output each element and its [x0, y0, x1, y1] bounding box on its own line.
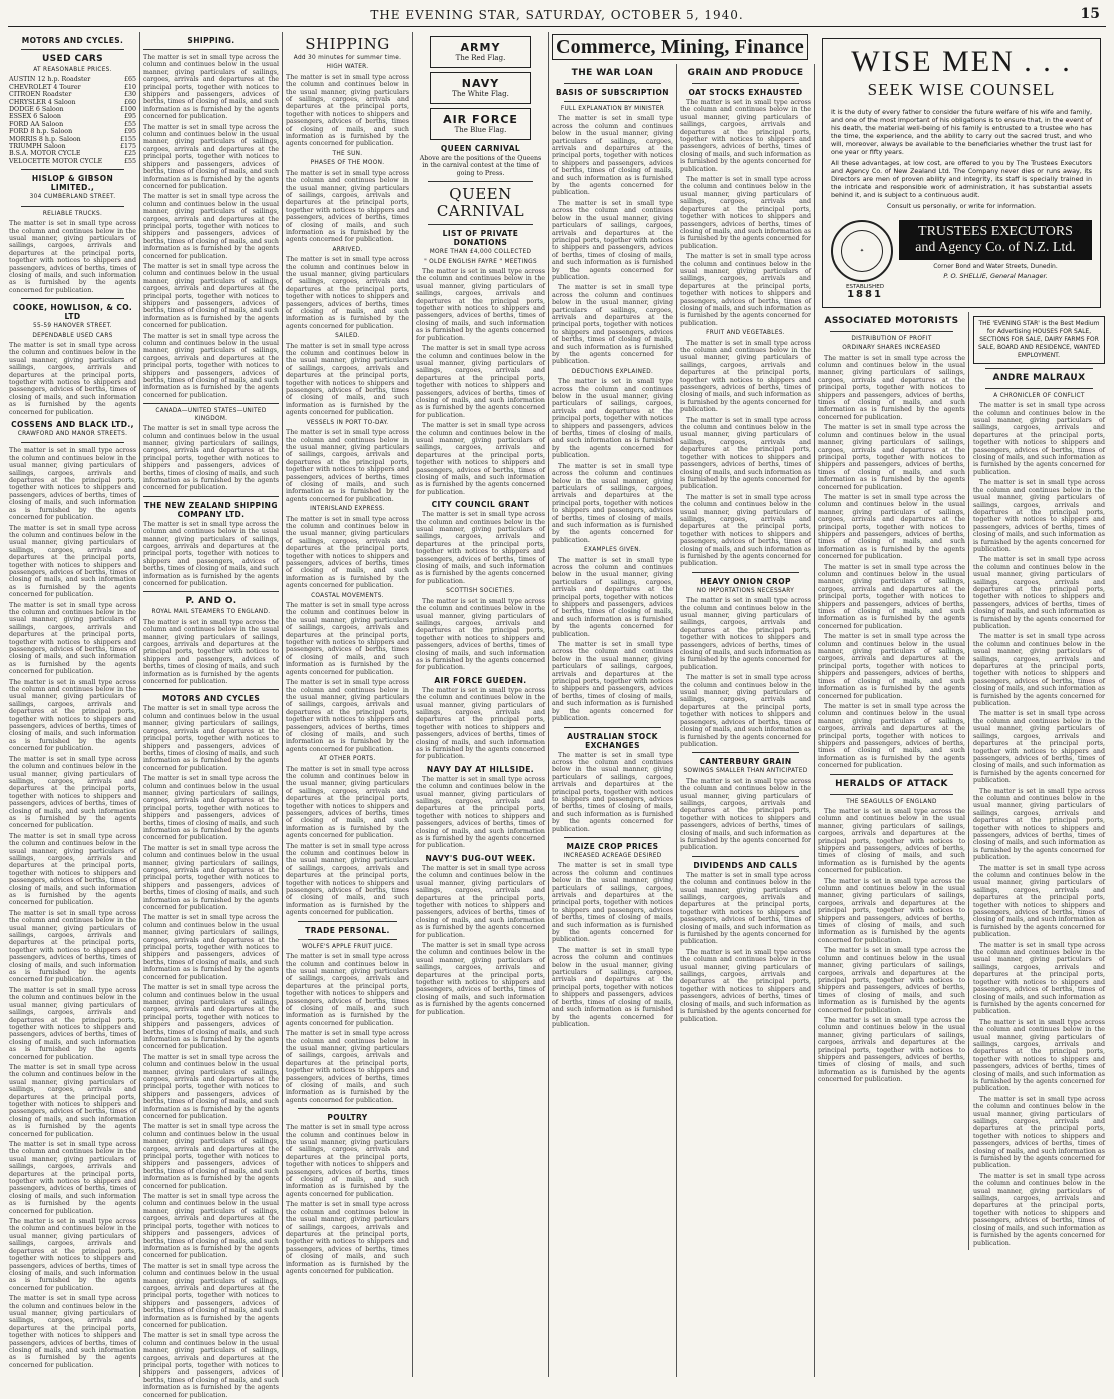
car-price: £95 — [123, 128, 136, 136]
col7-right-text-11: The matter is set in small type across the column and continues below in the usual manner, giving particulars of sailings, cargoes, arrivals and departures at the principal ports, together with notices to shippers and passengers, advices of berths, times of closing of mails, and such information as is furnished by the agents concerned for publication. — [973, 1172, 1105, 1247]
col7-left-text-4: The matter is set in small type across the column and continues below in the usual manner, giving particulars of sailings, cargoes, arrivals and departures at the principal ports, together with notices to shippers and passengers, advices of berths, times of closing of mails, and such information as is furnished by the agents concerned for publication. — [818, 563, 965, 630]
car-row — [9, 76, 136, 83]
maize-sub: INCREASED ACREAGE DESIRED — [563, 852, 662, 859]
army-box — [430, 36, 531, 68]
col6-text-11: The matter is set in small type across the column and continues below in the usual manner, giving particulars of sailings, cargoes, arrivals and departures at the principal ports, together with notices to shippers and passengers, advices of berths, times of closing of mails, and such information as is furnished by the agents concerned for publication. — [680, 948, 811, 1023]
col3-text-2: The matter is set in small type across the column and continues below in the usual manner, giving particulars of sailings, cargoes, arrivals and departures at the principal ports, together with notices to shippers and passengers, advices of berths, times of closing of mails, and such information as is furnished by the agents concerned for publication. — [286, 169, 409, 244]
col2-text-5: The matter is set in small type across the column and continues below in the usual manner, giving particulars of sailings, cargoes, arrivals and departures at the principal ports, together with notices to shippers and passengers, advices of berths, times of closing of mails, and such information as is furnished by the agents concerned for publication. — [143, 332, 279, 399]
car-row — [9, 121, 136, 128]
car-name: CHRYSLER 4 Saloon — [9, 98, 76, 106]
col6-text-8: The matter is set in small type across the column and continues below in the usual manner, giving particulars of sailings, cargoes, arrivals and departures at the principal ports, together with notices to shippers and passengers, advices of berths, times of closing of mails, and such information as is furnished by the agents concerned for publication. — [680, 674, 811, 748]
canada-heading: CANADA—UNITED STATES—UNITED KINGDOM. — [155, 408, 267, 422]
established-label: ESTABLISHED — [845, 284, 885, 290]
moon-heading: PHASES OF THE MOON. — [310, 160, 385, 167]
col5-text-2: The matter is set in small type across the column and continues below in the usual manner, giving particulars of sailings, cargoes, arrivals and departures at the principal ports, together with notices to shippers and passengers, advices of berths, times of closing of mails, and such information as is furnished by the agents concerned for publication. — [552, 199, 673, 281]
war-loan-heading: THE WAR LOAN — [571, 68, 654, 78]
col7-left-text-1: The matter is set in small type across the column and continues below in the usual manner, giving particulars of sailings, cargoes, arrivals and departures at the principal ports, together with notices to shippers and passengers, advices of berths, times of closing of mails, and such information as is furnished by the agents concerned for publication. — [818, 354, 965, 421]
trustees-manager: P. O. SHELLIE, General Manager. — [943, 272, 1048, 281]
car-price: £60 — [123, 98, 136, 106]
established-year: 1881 — [847, 289, 883, 301]
dealer-cossens-address: CRAWFORD AND MANOR STREETS. — [17, 431, 128, 438]
column-right — [815, 32, 1108, 1377]
donations-heading: LIST OF PRIVATE DONATIONS — [442, 229, 519, 248]
wise-men-title: WISE MEN . . . — [851, 45, 1072, 78]
stock-exchanges-heading: AUSTRALIAN STOCK EXCHANGES — [567, 731, 658, 750]
col3-text-5: The matter is set in small type across the column and continues below in the usual manner, giving particulars of sailings, cargoes, arrivals and departures at the principal ports, together with notices to shippers and passengers, advices of berths, times of closing of mails, and such information as is furnished by the agents concerned for publication. — [286, 429, 409, 503]
deductions-heading: DEDUCTIONS EXPLAINED. — [571, 368, 654, 375]
col6-text-5: The matter is set in small type across the column and continues below in the usual manner, giving particulars of sailings, cargoes, arrivals and departures at the principal ports, together with notices to shippers and passengers, advices of berths, times of closing of mails, and such information as is furnished by the agents concerned for publication. — [680, 416, 811, 491]
motors-cycles-heading: MOTORS AND CYCLES — [161, 694, 261, 704]
car-row — [9, 84, 136, 91]
dugout-heading: NAVY'S DUG-OUT WEEK. — [425, 853, 536, 863]
olde-english-heading: " OLDE ENGLISH FAYRE " MEETINGS — [424, 258, 537, 265]
carnival-caption: Above are the positions of the Queens in the carnival contest at the time of going to Press. — [419, 155, 542, 177]
car-price: £95 — [123, 113, 136, 121]
used-cars-sub: AT REASONABLE PRICES. — [33, 67, 112, 73]
col5-text-1: The matter is set in small type across the column and continues below in the usual manner, giving particulars of sailings, cargoes, arrivals and departures at the principal ports, together with notices to shippers and passengers, advices of berths, times of closing of mails, and such information as is furnished by the agents concerned for publication. — [552, 115, 673, 197]
col2-text-9: The matter is set in small type across the column and continues below in the usual manner, giving particulars of sailings, cargoes, arrivals and departures at the principal ports, together with notices to shippers and passengers, advices of berths, times of closing of mails, and such information as is furnished by the agents concerned for publication. — [143, 705, 279, 772]
col3-text-11: The matter is set in small type across the column and continues below in the usual manner, giving particulars of sailings, cargoes, arrivals and departures at the principal ports, together with notices to shippers and passengers, advices of berths, times of closing of mails, and such information as is furnished by the agents concerned for publication. — [286, 953, 409, 1027]
column-motors — [6, 32, 140, 1377]
motors-heading: MOTORS AND CYCLES. — [21, 36, 124, 45]
col1-text-14: The matter is set in small type across the column and continues below in the usual manner, giving particulars of sailings, cargoes, arrivals and departures at the principal ports, together with notices to shippers and passengers, advices of berths, times of closing of mails, and such information as is furnished by the agents concerned for publication. — [9, 1295, 136, 1369]
scottish-heading: SCOTTISH SOCIETIES. — [446, 588, 515, 595]
col4-text-5: The matter is set in small type across the column and continues below in the usual manner, giving particulars of sailings, cargoes, arrivals and departures at the principal ports, together with notices to shippers and passengers, advices of berths, times of closing of mails, and such information as is furnished by the agents concerned for publication. — [416, 597, 545, 672]
wise-men-subtitle: SEEK WISE COUNSEL — [867, 80, 1056, 99]
car-row — [9, 150, 136, 157]
coastal-heading: COASTAL MOVEMENTS. — [311, 592, 384, 599]
col6-text-4: The matter is set in small type across the column and continues below in the usual manner, giving particulars of sailings, cargoes, arrivals and departures at the principal ports, together with notices to shippers and passengers, advices of berths, times of closing of mails, and such information as is furnished by the agents concerned for publication. — [680, 339, 811, 414]
basis-heading: BASIS OF SUBSCRIPTION — [556, 88, 669, 97]
col4-text-2: The matter is set in small type across the column and continues below in the usual manner, giving particulars of sailings, cargoes, arrivals and departures at the principal ports, together with notices to shippers and passengers, advices of berths, times of closing of mails, and such information as is furnished by the agents concerned for publication. — [416, 345, 545, 419]
nz-shipping-heading: THE NEW ZEALAND SHIPPING COMPANY LTD. — [144, 500, 278, 519]
col4-text-7: The matter is set in small type across the column and continues below in the usual manner, giving particulars of sailings, cargoes, arrivals and departures at the principal ports, together with notices to shippers and passengers, advices of berths, times of closing of mails, and such information as is furnished by the agents concerned for publication. — [416, 775, 545, 850]
col1-text-1: The matter is set in small type across the column and continues below in the usual manner, giving particulars of sailings, cargoes, arrivals and departures at the principal ports, together with notices to shippers and passengers, advices of berths, times of closing of mails, and such information as is furnished by the agents concerned for publication. — [9, 220, 136, 294]
col2-text-6: The matter is set in small type across the column and continues below in the usual manner, giving particulars of sailings, cargoes, arrivals and departures at the principal ports, together with notices to shippers and passengers, advices of berths, times of closing of mails, and such information as is furnished by the agents concerned for publication. — [143, 425, 279, 492]
motorists-heading: ASSOCIATED MOTORISTS — [824, 315, 959, 326]
trustees-name-2: and Agency Co. of N.Z. Ltd. — [915, 240, 1076, 255]
interisland-heading: INTERISLAND EXPRESS. — [310, 506, 385, 513]
col7-left-text-6: The matter is set in small type across the column and continues below in the usual manner, giving particulars of sailings, cargoes, arrivals and departures at the principal ports, together with notices to shippers and passengers, advices of berths, times of closing of mails, and such information as is furnished by the agents concerned for publication. — [818, 702, 965, 770]
motorists-sub-1: DISTRIBUTION OF PROFIT — [851, 335, 932, 342]
col5-text-9: The matter is set in small type across the column and continues below in the usual manner, giving particulars of sailings, cargoes, arrivals and departures at the principal ports, together with notices to shippers and passengers, advices of berths, times of closing of mails, and such information as is furnished by the agents concerned for publication. — [552, 862, 673, 944]
reliable-trucks: RELIABLE TRUCKS. — [42, 210, 103, 217]
col7-left-text-9: The matter is set in small type across the column and continues below in the usual manner, giving particulars of sailings, cargoes, arrivals and departures at the principal ports, together with notices to shippers and passengers, advices of berths, times of closing of mails, and such information as is furnished by the agents concerned for publication. — [818, 947, 965, 1014]
grain-heading: GRAIN AND PRODUCE — [687, 68, 804, 78]
col6-text-7: The matter is set in small type across the column and continues below in the usual manner, giving particulars of sailings, cargoes, arrivals and departures at the principal ports, together with notices to shippers and passengers, advices of berths, times of closing of mails, and such information as is furnished by the agents concerned for publication. — [680, 597, 811, 671]
col4-text-9: The matter is set in small type across the column and continues below in the usual manner, giving particulars of sailings, cargoes, arrivals and departures at the principal ports, together with notices to shippers and passengers, advices of berths, times of closing of mails, and such information as is furnished by the agents concerned for publication. — [416, 941, 545, 1016]
col4-text-8: The matter is set in small type across the column and continues below in the usual manner, giving particulars of sailings, cargoes, arrivals and departures at the principal ports, together with notices to shippers and passengers, advices of berths, times of closing of mails, and such information as is furnished by the agents concerned for publication. — [416, 864, 545, 939]
car-row — [9, 128, 136, 135]
column-shipping-ads — [140, 32, 283, 1399]
army-label: ARMY — [460, 41, 501, 54]
explanation-heading: FULL EXPLANATION BY MINISTER — [560, 106, 665, 112]
col3-text-6: The matter is set in small type across the column and continues below in the usual manner, giving particulars of sailings, cargoes, arrivals and departures at the principal ports, together with notices to shippers and passengers, advices of berths, times of closing of mails, and such information as is furnished by the agents concerned for publication. — [286, 515, 409, 590]
trustees-name: TRUSTEES EXECUTORS — [918, 224, 1073, 239]
po-heading: P. AND O. — [185, 596, 237, 607]
col1-text-5: The matter is set in small type across the column and continues below in the usual manner, giving particulars of sailings, cargoes, arrivals and departures at the principal ports, together with notices to shippers and passengers, advices of berths, times of closing of mails, and such information as is furnished by the agents concerned for publication. — [9, 601, 136, 676]
col3-text-8: The matter is set in small type across the column and continues below in the usual manner, giving particulars of sailings, cargoes, arrivals and departures at the principal ports, together with notices to shippers and passengers, advices of berths, times of closing of mails, and such information as is furnished by the agents concerned for publication. — [286, 679, 409, 753]
oat-stocks-heading: OAT STOCKS EXHAUSTED — [688, 88, 803, 97]
masthead — [8, 6, 1106, 27]
used-cars-heading: USED CARS — [41, 54, 104, 64]
col1-text-6: The matter is set in small type across the column and continues below in the usual manner, giving particulars of sailings, cargoes, arrivals and departures at the principal ports, together with notices to shippers and passengers, advices of berths, times of closing of mails, and such information as is furnished by the agents concerned for publication. — [9, 678, 136, 753]
col3-text-4: The matter is set in small type across the column and continues below in the usual manner, giving particulars of sailings, cargoes, arrivals and departures at the principal ports, together with notices to shippers and passengers, advices of berths, times of closing of mails, and such information as is furnished by the agents concerned for publication. — [286, 342, 409, 417]
dealer-hislop: HISLOP & GIBSON LIMITED., — [31, 174, 114, 193]
shipping-news-heading: SHIPPING — [305, 35, 390, 53]
car-name: B.S.A. MOTOR CYCLE — [9, 150, 81, 158]
high-water-heading: HIGH WATER. — [326, 64, 369, 71]
col5-text-8: The matter is set in small type across the column and continues below in the usual manner, giving particulars of sailings, cargoes, arrivals and departures at the principal ports, together with notices to shippers and passengers, advices of berths, times of closing of mails, and such information as is furnished by the agents concerned for publication. — [552, 751, 673, 833]
dealer-hislop-address: 304 CUMBERLAND STREET. — [29, 194, 116, 201]
col5-text-6: The matter is set in small type across the column and continues below in the usual manner, giving particulars of sailings, cargoes, arrivals and departures at the principal ports, together with notices to shippers and passengers, advices of berths, times of closing of mails, and such information as is furnished by the agents concerned for publication. — [552, 556, 673, 638]
col7-right-text-5: The matter is set in small type across the column and continues below in the usual manner, giving particulars of sailings, cargoes, arrivals and departures at the principal ports, together with notices to shippers and passengers, advices of berths, times of closing of mails, and such information as is furnished by the agents concerned for publication. — [973, 710, 1105, 785]
col4-text-3: The matter is set in small type across the column and continues below in the usual manner, giving particulars of sailings, cargoes, arrivals and departures at the principal ports, together with notices to shippers and passengers, advices of berths, times of closing of mails, and such information as is furnished by the agents concerned for publication. — [416, 422, 545, 496]
col7-right-text-7: The matter is set in small type across the column and continues below in the usual manner, giving particulars of sailings, cargoes, arrivals and departures at the principal ports, together with notices to shippers and passengers, advices of berths, times of closing of mails, and such information as is furnished by the agents concerned for publication. — [973, 864, 1105, 939]
dealer-cossens: COSSENS AND BLACK LTD., — [11, 420, 134, 430]
col5-text-4: The matter is set in small type across the column and continues below in the usual manner, giving particulars of sailings, cargoes, arrivals and departures at the principal ports, together with notices to shippers and passengers, advices of berths, times of closing of mails, and such information as is furnished by the agents concerned for publication. — [552, 378, 673, 460]
malraux-heading: ANDRE MALRAUX — [992, 372, 1086, 383]
car-name: MORRIS 8 h.p. Saloon — [9, 135, 81, 143]
col2-text-8: The matter is set in small type across the column and continues below in the usual manner, giving particulars of sailings, cargoes, arrivals and departures at the principal ports, together with notices to shippers and passengers, advices of berths, times of closing of mails, and such information as is furnished by the agents concerned for publication. — [143, 618, 279, 686]
car-price: £55 — [123, 157, 136, 165]
car-name: FORD 8 h.p. Saloon — [9, 128, 73, 136]
trustees-logo — [899, 220, 1092, 260]
seal-block — [831, 220, 899, 299]
car-name: FORD AA Saloon — [9, 120, 64, 128]
shipping-heading: SHIPPING. — [187, 36, 235, 45]
dealer-cooke-address: 55-59 HANOVER STREET. — [33, 323, 112, 330]
air-force-label: AIR FORCE — [443, 113, 518, 126]
col6-text-2: The matter is set in small type across the column and continues below in the usual manner, giving particulars of sailings, cargoes, arrivals and departures at the principal ports, together with notices to shippers and passengers, advices of berths, times of closing of mails, and such information as is furnished by the agents concerned for publication. — [680, 176, 811, 250]
car-row — [9, 99, 136, 106]
col3-text-10: The matter is set in small type across the column and continues below in the usual manner, giving particulars of sailings, cargoes, arrivals and departures at the principal ports, together with notices to shippers and passengers, advices of berths, times of closing of mails, and such information as is furnished by the agents concerned for publication. — [286, 842, 409, 917]
onion-heading: HEAVY ONION CROP — [700, 576, 791, 586]
arrived-heading: ARRIVED. — [332, 246, 363, 253]
wise-men-ad — [822, 38, 1101, 308]
dealer-cooke: COOKE, HOWLISON, & CO. LTD — [12, 303, 133, 322]
air-force-box — [430, 108, 531, 140]
car-price: £65 — [123, 76, 136, 84]
col5-text-10: The matter is set in small type across the column and continues below in the usual manner, giving particulars of sailings, cargoes, arrivals and departures at the principal ports, together with notices to shippers and passengers, advices of berths, times of closing of mails, and such information as is furnished by the agents concerned for publication. — [552, 946, 673, 1028]
car-row — [9, 91, 136, 98]
car-price: £10 — [123, 83, 136, 91]
car-row — [9, 136, 136, 143]
col6-text-6: The matter is set in small type across the column and continues below in the usual manner, giving particulars of sailings, cargoes, arrivals and departures at the principal ports, together with notices to shippers and passengers, advices of berths, times of closing of mails, and such information as is furnished by the agents concerned for publication. — [680, 493, 811, 568]
column-war-loan — [549, 64, 677, 1377]
col7-right-text-2: The matter is set in small type across the column and continues below in the usual manner, giving particulars of sailings, cargoes, arrivals and departures at the principal ports, together with notices to shippers and passengers, advices of berths, times of closing of mails, and such information as is furnished by the agents concerned for publication. — [973, 479, 1105, 553]
col7-right-text-3: The matter is set in small type across the column and continues below in the usual manner, giving particulars of sailings, cargoes, arrivals and departures at the principal ports, together with notices to shippers and passengers, advices of berths, times of closing of mails, and such information as is furnished by the agents concerned for publication. — [973, 556, 1105, 630]
canterbury-sub: SOWINGS SMALLER THAN ANTICIPATED — [683, 768, 808, 775]
malraux-sub: A CHRONICLER OF CONFLICT — [993, 392, 1085, 399]
col3-text-13: The matter is set in small type across the column and continues below in the usual manner, giving particulars of sailings, cargoes, arrivals and departures at the principal ports, together with notices to shippers and passengers, advices of berths, times of closing of mails, and such information as is furnished by the agents concerned for publication. — [286, 1124, 409, 1198]
col5-text-7: The matter is set in small type across the column and continues below in the usual manner, giving particulars of sailings, cargoes, arrivals and departures at the principal ports, together with notices to shippers and passengers, advices of berths, times of closing of mails, and such information as is furnished by the agents concerned for publication. — [552, 641, 673, 723]
col7-right-text-9: The matter is set in small type across the column and continues below in the usual manner, giving particulars of sailings, cargoes, arrivals and departures at the principal ports, together with notices to shippers and passengers, advices of berths, times of closing of mails, and such information as is furnished by the agents concerned for publication. — [973, 1018, 1105, 1093]
column-carnival — [413, 32, 549, 1377]
col3-text-14: The matter is set in small type across the column and continues below in the usual manner, giving particulars of sailings, cargoes, arrivals and departures at the principal ports, together with notices to shippers and passengers, advices of berths, times of closing of mails, and such information as is furnished by the agents concerned for publication. — [286, 1201, 409, 1275]
poultry-heading: POULTRY — [327, 1113, 368, 1123]
masthead-title: THE EVENING STAR, SATURDAY, OCTOBER 5, 1940. — [370, 8, 744, 22]
col7-left-text-7: The matter is set in small type across the column and continues below in the usual manner, giving particulars of sailings, cargoes, arrivals and departures at the principal ports, together with notices to shippers and passengers, advices of berths, times of closing of mails, and such information as is furnished by the agents concerned for publication. — [818, 807, 965, 875]
car-price: £155 — [119, 135, 136, 143]
car-price: £30 — [123, 91, 136, 99]
canterbury-heading: CANTERBURY GRAIN — [699, 757, 792, 767]
col7-right-text-1: The matter is set in small type across the column and continues below in the usual manner, giving particulars of sailings, cargoes, arrivals and departures at the principal ports, together with notices to shippers and passengers, advices of berths, times of closing of mails, and such information as is furnished by the agents concerned for publication. — [973, 402, 1105, 476]
page-number: 15 — [1080, 6, 1100, 22]
col5-text-5: The matter is set in small type across the column and continues below in the usual manner, giving particulars of sailings, cargoes, arrivals and departures at the principal ports, together with notices to shippers and passengers, advices of berths, times of closing of mails, and such information as is furnished by the agents concerned for publication. — [552, 462, 673, 544]
col4-text-4: The matter is set in small type across the column and continues below in the usual manner, giving particulars of sailings, cargoes, arrivals and departures at the principal ports, together with notices to shippers and passengers, advices of berths, times of closing of mails, and such information as is furnished by the agents concerned for publication. — [416, 511, 545, 585]
heralds-heading: HERALDS OF ATTACK — [835, 778, 948, 789]
wolfe-heading: WOLFE'S APPLE FRUIT JUICE. — [301, 943, 394, 950]
car-row — [9, 143, 136, 150]
car-list — [9, 76, 136, 165]
col2-text-16: The matter is set in small type across the column and continues below in the usual manner, giving particulars of sailings, cargoes, arrivals and departures at the principal ports, together with notices to shippers and passengers, advices of berths, times of closing of mails, and such information as is furnished by the agents concerned for publication. — [143, 1193, 279, 1260]
car-name: VELOCETTE MOTOR CYCLE — [9, 157, 103, 165]
col7-right-text-4: The matter is set in small type across the column and continues below in the usual manner, giving particulars of sailings, cargoes, arrivals and departures at the principal ports, together with notices to shippers and passengers, advices of berths, times of closing of mails, and such information as is furnished by the agents concerned for publication. — [973, 633, 1105, 708]
navy-label: NAVY — [461, 77, 500, 90]
col1-text-2: The matter is set in small type across the column and continues below in the usual manner, giving particulars of sailings, cargoes, arrivals and departures at the principal ports, together with notices to shippers and passengers, advices of berths, times of closing of mails, and such information as is furnished by the agents concerned for publication. — [9, 341, 136, 416]
column-shipping-news — [283, 32, 413, 1377]
car-price: £55 — [123, 120, 136, 128]
carnival-caption-heading: QUEEN CARNIVAL — [440, 144, 521, 153]
col5-text-3: The matter is set in small type across the column and continues below in the usual manner, giving particulars of sailings, cargoes, arrivals and departures at the principal ports, together with notices to shippers and passengers, advices of berths, times of closing of mails, and such information as is furnished by the agents concerned for publication. — [552, 284, 673, 366]
summer-time-note: Add 30 minutes for summer time. — [293, 55, 402, 61]
col2-text-18: The matter is set in small type across the column and continues below in the usual manner, giving particulars of sailings, cargoes, arrivals and departures at the principal ports, together with notices to shippers and passengers, advices of berths, times of closing of mails, and such information as is furnished by the agents concerned for publication. — [143, 1332, 279, 1399]
col2-text-17: The matter is set in small type across the column and continues below in the usual manner, giving particulars of sailings, cargoes, arrivals and departures at the principal ports, together with notices to shippers and passengers, advices of berths, times of closing of mails, and such information as is furnished by the agents concerned for publication. — [143, 1262, 279, 1329]
dependable-cars: DEPENDABLE USED CARS — [32, 332, 113, 339]
col7-left-text-10: The matter is set in small type across the column and continues below in the usual manner, giving particulars of sailings, cargoes, arrivals and departures at the principal ports, together with notices to shippers and passengers, advices of berths, times of closing of mails, and such information as is furnished by the agents concerned for publication. — [818, 1016, 965, 1084]
port-heading: VESSELS IN PORT TO-DAY. — [306, 419, 389, 426]
air-force-garden-heading: AIR FORCE GUEDEN. — [434, 675, 527, 685]
col6-text-9: The matter is set in small type across the column and continues below in the usual manner, giving particulars of sailings, cargoes, arrivals and departures at the principal ports, together with notices to shippers and passengers, advices of berths, times of closing of mails, and such information as is furnished by the agents concerned for publication. — [680, 777, 811, 852]
sailed-heading: SAILED. — [335, 333, 360, 340]
hillside-heading: NAVY DAY AT HILLSIDE. — [426, 764, 535, 774]
col2-text-12: The matter is set in small type across the column and continues below in the usual manner, giving particulars of sailings, cargoes, arrivals and departures at the principal ports, together with notices to shippers and passengers, advices of berths, times of closing of mails, and such information as is furnished by the agents concerned for publication. — [143, 914, 279, 981]
examples-heading: EXAMPLES GIVEN. — [583, 547, 642, 554]
col7-left-text-5: The matter is set in small type across the column and continues below in the usual manner, giving particulars of sailings, cargoes, arrivals and departures at the principal ports, together with notices to shippers and passengers, advices of berths, times of closing of mails, and such information as is furnished by the agents concerned for publication. — [818, 633, 965, 700]
company-seal-icon: ✦ — [831, 220, 893, 282]
car-name: DODGE 6 Saloon — [9, 106, 64, 114]
col7-right-text-8: The matter is set in small type across the column and continues below in the usual manner, giving particulars of sailings, cargoes, arrivals and departures at the principal ports, together with notices to shippers and passengers, advices of berths, times of closing of mails, and such information as is furnished by the agents concerned for publication. — [973, 941, 1105, 1016]
col1-text-10: The matter is set in small type across the column and continues below in the usual manner, giving particulars of sailings, cargoes, arrivals and departures at the principal ports, together with notices to shippers and passengers, advices of berths, times of closing of mails, and such information as is furnished by the agents concerned for publication. — [9, 986, 136, 1061]
other-ports-heading: AT OTHER PORTS. — [319, 756, 376, 763]
car-price: £25 — [123, 150, 136, 158]
onion-sub: NO IMPORTATIONS NECESSARY — [696, 587, 795, 594]
col2-text-7: The matter is set in small type across the column and continues below in the usual manner, giving particulars of sailings, cargoes, arrivals and departures at the principal ports, together with notices to shippers and passengers, advices of berths, times of closing of mails, and such information as is furnished by the agents concerned for publication. — [143, 520, 279, 587]
col2-text-1: The matter is set in small type across the column and continues below in the usual manner, giving particulars of sailings, cargoes, arrivals and departures at the principal ports, together with notices to shippers and passengers, advices of berths, times of closing of mails, and such information as is furnished by the agents concerned for publication. — [143, 54, 279, 121]
col7-left-text-3: The matter is set in small type across the column and continues below in the usual manner, giving particulars of sailings, cargoes, arrivals and departures at the principal ports, together with notices to shippers and passengers, advices of berths, times of closing of mails, and such information as is furnished by the agents concerned for publication. — [818, 493, 965, 561]
col1-text-8: The matter is set in small type across the column and continues below in the usual manner, giving particulars of sailings, cargoes, arrivals and departures at the principal ports, together with notices to shippers and passengers, advices of berths, times of closing of mails, and such information as is furnished by the agents concerned for publication. — [9, 832, 136, 907]
col1-text-3: The matter is set in small type across the column and continues below in the usual manner, giving particulars of sailings, cargoes, arrivals and departures at the principal ports, together with notices to shippers and passengers, advices of berths, times of closing of mails, and such information as is furnished by the agents concerned for publication. — [9, 447, 136, 522]
car-name: TRIUMPH Saloon — [9, 143, 66, 151]
col2-text-13: The matter is set in small type across the column and continues below in the usual manner, giving particulars of sailings, cargoes, arrivals and departures at the principal ports, together with notices to shippers and passengers, advices of berths, times of closing of mails, and such information as is furnished by the agents concerned for publication. — [143, 984, 279, 1051]
col1-text-7: The matter is set in small type across the column and continues below in the usual manner, giving particulars of sailings, cargoes, arrivals and departures at the principal ports, together with notices to shippers and passengers, advices of berths, times of closing of mails, and such information as is furnished by the agents concerned for publication. — [9, 755, 136, 830]
car-name: CHEVROLET 4 Tourer — [9, 83, 81, 91]
fruit-heading: FRUIT AND VEGETABLES. — [706, 330, 785, 337]
col2-text-10: The matter is set in small type across the column and continues below in the usual manner, giving particulars of sailings, cargoes, arrivals and departures at the principal ports, together with notices to shippers and passengers, advices of berths, times of closing of mails, and such information as is furnished by the agents concerned for publication. — [143, 775, 279, 842]
col6-text-3: The matter is set in small type across the column and continues below in the usual manner, giving particulars of sailings, cargoes, arrivals and departures at the principal ports, together with notices to shippers and passengers, advices of berths, times of closing of mails, and such information as is furnished by the agents concerned for publication. — [680, 253, 811, 327]
maize-heading: MAIZE CROP PRICES — [566, 841, 659, 851]
col4-text-6: The matter is set in small type across the column and continues below in the usual manner, giving particulars of sailings, cargoes, arrivals and departures at the principal ports, together with notices to shippers and passengers, advices of berths, times of closing of mails, and such information as is furnished by the agents concerned for publication. — [416, 686, 545, 761]
col7-right-text-6: The matter is set in small type across the column and continues below in the usual manner, giving particulars of sailings, cargoes, arrivals and departures at the principal ports, together with notices to shippers and passengers, advices of berths, times of closing of mails, and such information as is furnished by the agents concerned for publication. — [973, 787, 1105, 862]
navy-flag: The White Flag. — [452, 90, 509, 98]
car-row — [9, 113, 136, 120]
wise-men-paragraph-3: Consult us personally, or write for information. — [886, 202, 1037, 210]
heralds-sub: THE SEAGULLS OF ENGLAND — [846, 798, 937, 805]
col3-text-7: The matter is set in small type across the column and continues below in the usual manner, giving particulars of sailings, cargoes, arrivals and departures at the principal ports, together with notices to shippers and passengers, advices of berths, times of closing of mails, and such information as is furnished by the agents concerned for publication. — [286, 602, 409, 676]
col3-text-9: The matter is set in small type across the column and continues below in the usual manner, giving particulars of sailings, cargoes, arrivals and departures at the principal ports, together with notices to shippers and passengers, advices of berths, times of closing of mails, and such information as is furnished by the agents concerned for publication. — [286, 765, 409, 840]
donations-sub: MORE THAN £4,000 COLLECTED — [429, 249, 532, 256]
col1-text-12: The matter is set in small type across the column and continues below in the usual manner, giving particulars of sailings, cargoes, arrivals and departures at the principal ports, together with notices to shippers and passengers, advices of berths, times of closing of mails, and such information as is furnished by the agents concerned for publication. — [9, 1141, 136, 1215]
col6-text-1: The matter is set in small type across the column and continues below in the usual manner, giving particulars of sailings, cargoes, arrivals and departures at the principal ports, together with notices to shippers and passengers, advices of berths, times of closing of mails, and such information as is furnished by the agents concerned for publication. — [680, 99, 811, 173]
col4-text-1: The matter is set in small type across the column and continues below in the usual manner, giving particulars of sailings, cargoes, arrivals and departures at the principal ports, together with notices to shippers and passengers, advices of berths, times of closing of mails, and such information as is furnished by the agents concerned for publication. — [416, 268, 545, 342]
wise-men-paragraph-2: All these advantages, at low cost, are offered to you by The Trustees Executors and Agency Co. of New Zealand Ltd. The Company never dies or runs away, its Directors are men of proven ability and integrity, its staff is specially trained in the intricate and responsible work of administration, it has substantial assets behind it, and is subject to a continuous audit. — [831, 159, 1092, 199]
col1-text-13: The matter is set in small type across the column and continues below in the usual manner, giving particulars of sailings, cargoes, arrivals and departures at the principal ports, together with notices to shippers and passengers, advices of berths, times of closing of mails, and such information as is furnished by the agents concerned for publication. — [9, 1218, 136, 1292]
sun-heading: THE SUN. — [332, 150, 363, 157]
dividends-heading: DIVIDENDS AND CALLS — [693, 860, 798, 870]
city-council-heading: CITY COUNCIL GRANT — [431, 500, 530, 510]
col7-left-text-2: The matter is set in small type across the column and continues below in the usual manner, giving particulars of sailings, cargoes, arrivals and departures at the principal ports, together with notices to shippers and passengers, advices of berths, times of closing of mails, and such information as is furnished by the agents concerned for publication. — [818, 424, 965, 491]
navy-box — [430, 72, 531, 104]
commerce-banner: Commerce, Mining, Finance — [552, 34, 808, 60]
col3-text-3: The matter is set in small type across the column and continues below in the usual manner, giving particulars of sailings, cargoes, arrivals and departures at the principal ports, together with notices to shippers and passengers, advices of berths, times of closing of mails, and such information as is furnished by the agents concerned for publication. — [286, 256, 409, 330]
col2-text-3: The matter is set in small type across the column and continues below in the usual manner, giving particulars of sailings, cargoes, arrivals and departures at the principal ports, together with notices to shippers and passengers, advices of berths, times of closing of mails, and such information as is furnished by the agents concerned for publication. — [143, 193, 279, 260]
col6-text-10: The matter is set in small type across the column and continues below in the usual manner, giving particulars of sailings, cargoes, arrivals and departures at the principal ports, together with notices to shippers and passengers, advices of berths, times of closing of mails, and such information as is furnished by the agents concerned for publication. — [680, 871, 811, 946]
col2-text-11: The matter is set in small type across the column and continues below in the usual manner, giving particulars of sailings, cargoes, arrivals and departures at the principal ports, together with notices to shippers and passengers, advices of berths, times of closing of mails, and such information as is furnished by the agents concerned for publication. — [143, 844, 279, 912]
trustees-address: Corner Bond and Water Streets, Dunedin. — [933, 263, 1058, 270]
col1-text-9: The matter is set in small type across the column and continues below in the usual manner, giving particulars of sailings, cargoes, arrivals and departures at the principal ports, together with notices to shippers and passengers, advices of berths, times of closing of mails, and such information as is furnished by the agents concerned for publication. — [9, 909, 136, 984]
col2-text-2: The matter is set in small type across the column and continues below in the usual manner, giving particulars of sailings, cargoes, arrivals and departures at the principal ports, together with notices to shippers and passengers, advices of berths, times of closing of mails, and such information as is furnished by the agents concerned for publication. — [143, 123, 279, 190]
col2-text-15: The matter is set in small type across the column and continues below in the usual manner, giving particulars of sailings, cargoes, arrivals and departures at the principal ports, together with notices to shippers and passengers, advices of berths, times of closing of mails, and such information as is furnished by the agents concerned for publication. — [143, 1123, 279, 1190]
army-flag: The Red Flag. — [455, 54, 506, 62]
car-price: £175 — [119, 143, 136, 151]
queen-carnival-heading: QUEEN CARNIVAL — [436, 185, 525, 221]
car-row — [9, 106, 136, 113]
col3-text-12: The matter is set in small type across the column and continues below in the usual manner, giving particulars of sailings, cargoes, arrivals and departures at the principal ports, together with notices to shippers and passengers, advices of berths, times of closing of mails, and such information as is furnished by the agents concerned for publication. — [286, 1030, 409, 1104]
car-name: AUSTIN 12 h.p. Roadster — [9, 76, 91, 84]
evening-star-ad: THE 'EVENING STAR' is the Best Medium for Advertising HOUSES FOR SALE, SECTIONS FOR SALE, DAIRY FARMS FOR SALE, BOARD AND RESIDENCE, WANTED EMPLOYMENT. — [973, 316, 1105, 364]
col2-text-14: The matter is set in small type across the column and continues below in the usual manner, giving particulars of sailings, cargoes, arrivals and departures at the principal ports, together with notices to shippers and passengers, advices of berths, times of closing of mails, and such information as is furnished by the agents concerned for publication. — [143, 1053, 279, 1120]
col7-left-text-8: The matter is set in small type across the column and continues below in the usual manner, giving particulars of sailings, cargoes, arrivals and departures at the principal ports, together with notices to shippers and passengers, advices of berths, times of closing of mails, and such information as is furnished by the agents concerned for publication. — [818, 877, 965, 944]
po-sub: ROYAL MAIL STEAMERS TO ENGLAND. — [151, 609, 271, 616]
trustees-block — [831, 220, 1092, 299]
col7-right-text-10: The matter is set in small type across the column and continues below in the usual manner, giving particulars of sailings, cargoes, arrivals and departures at the principal ports, together with notices to shippers and passengers, advices of berths, times of closing of mails, and such information as is furnished by the agents concerned for publication. — [973, 1095, 1105, 1170]
col2-text-4: The matter is set in small type across the column and continues below in the usual manner, giving particulars of sailings, cargoes, arrivals and departures at the principal ports, together with notices to shippers and passengers, advices of berths, times of closing of mails, and such information as is furnished by the agents concerned for publication. — [143, 262, 279, 330]
col1-text-11: The matter is set in small type across the column and continues below in the usual manner, giving particulars of sailings, cargoes, arrivals and departures at the principal ports, together with notices to shippers and passengers, advices of berths, times of closing of mails, and such information as is furnished by the agents concerned for publication. — [9, 1063, 136, 1138]
column-grain — [677, 64, 815, 1377]
car-name: ESSEX 6 Saloon — [9, 113, 61, 121]
car-price: £100 — [119, 106, 136, 114]
motorists-sub-2: ORDINARY SHARES INCREASED — [842, 345, 941, 352]
trade-personal-heading: TRADE PERSONAL. — [305, 925, 390, 935]
col1-text-4: The matter is set in small type across the column and continues below in the usual manner, giving particulars of sailings, cargoes, arrivals and departures at the principal ports, together with notices to shippers and passengers, advices of berths, times of closing of mails, and such information as is furnished by the agents concerned for publication. — [9, 524, 136, 599]
wise-men-paragraph-1: It is the duty of every father to consider the future welfare of his wife and family, and one of the most important of his obligations is to ensure that, in the event of his death, the material well-being of his family is entrusted to a trustee who has the time, the experience, and the ability to carry out the sacred trust, and who will, moreover, always be available to the beneficiaries whether the trust last for one year or fifty years. — [831, 108, 1092, 156]
car-name: CITROEN Roadster — [9, 91, 72, 99]
car-row — [9, 158, 136, 165]
col3-text-1: The matter is set in small type across the column and continues below in the usual manner, giving particulars of sailings, cargoes, arrivals and departures at the principal ports, together with notices to shippers and passengers, advices of berths, times of closing of mails, and such information as is furnished by the agents concerned for publication. — [286, 73, 409, 148]
air-force-flag: The Blue Flag. — [454, 126, 507, 134]
